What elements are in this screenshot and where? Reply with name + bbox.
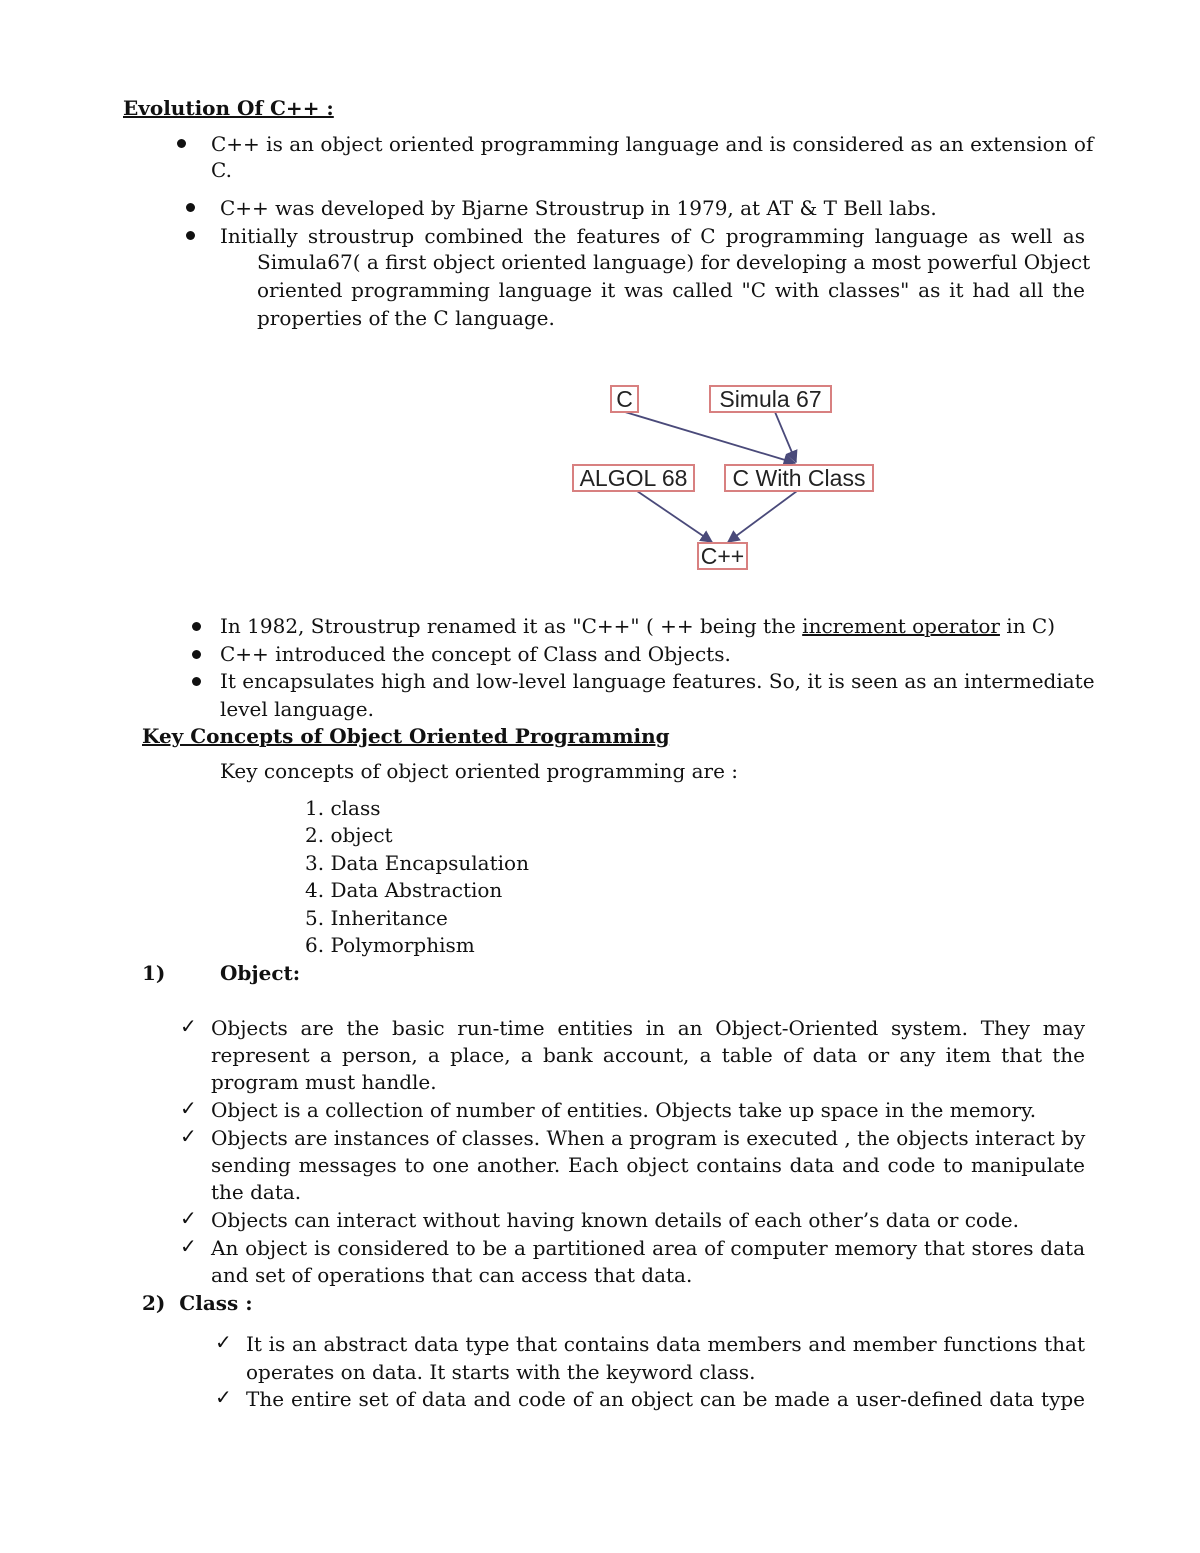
check-icon: ✓ [180,1096,197,1120]
evolution-bullet-2: C++ was developed by Bjarne Stroustrup in 1979, at AT & T Bell labs. [220,196,937,220]
edge-c-to-c-with-class [625,412,795,463]
object-section-number: 1) [142,961,166,985]
section-heading-class: 2) Class : [142,1291,253,1315]
check-icon: ✓ [215,1330,232,1354]
class-check-1-line-1: It is an abstract data type that contains data members and member functions that [246,1332,1085,1356]
object-check-2: Object is a collection of number of entities. Objects take up space in the memory. [211,1098,1037,1122]
check-icon: ✓ [180,1014,197,1038]
node-simula-label: Simula 67 [719,386,822,412]
node-c-with-class-label: C With Class [732,465,866,491]
object-check-1-line-1: Objects are the basic run-time entities in an Object-Oriented system. They may [211,1016,1085,1040]
evolution-bullet-1-line-1: C++ is an object oriented programming language and is considered as an extension of [211,132,1094,156]
list-item: 2. object [305,823,393,847]
list-item: 5. Inheritance [305,906,448,930]
evolution-bullet-3-line-1: Initially stroustrup combined the features of C programming language as well as [220,224,1085,248]
evolution-bullet-3-line-4: properties of the C language. [257,306,555,330]
list-item: 3. Data Encapsulation [305,851,529,875]
object-check-4: Objects can interact without having known details of each other’s data or code. [211,1208,1019,1232]
object-check-5-line-1: An object is considered to be a partitioned area of computer memory that stores data [211,1236,1085,1260]
edge-simula-to-c-with-class [775,412,796,462]
node-c [611,386,638,412]
object-check-3-line-2: sending messages to one another. Each object contains data and code to manipulate [211,1153,1085,1177]
evolution-bullet-3-line-3: oriented programming language it was called "C with classes" as it had all the [257,278,1085,302]
section-heading-object: Object: [220,961,301,985]
class-check-2-line-1: The entire set of data and code of an object can be made a user-defined data type [246,1387,1085,1411]
object-check-1-line-2: represent a person, a place, a bank account, a table of data or any item that the [211,1043,1085,1067]
edge-algol-to-cpp [637,491,712,542]
object-check-1-line-3: program must handle. [211,1070,437,1094]
later-bullet-2: C++ introduced the concept of Class and Objects. [220,642,731,666]
section-heading-evolution: Evolution Of C++ : [123,96,334,120]
node-c-with-class [725,465,873,491]
node-cpp-label: C++ [700,543,745,569]
node-simula [710,386,831,412]
node-algol [573,465,694,491]
check-icon: ✓ [180,1124,197,1148]
class-check-1-line-2: operates on data. It starts with the keyword class. [246,1360,756,1384]
check-icon: ✓ [180,1234,197,1258]
object-check-3-line-3: the data. [211,1180,302,1204]
check-icon: ✓ [180,1206,197,1230]
increment-operator-link[interactable]: increment operator [802,614,1000,638]
key-concepts-intro: Key concepts of object oriented programming are : [220,759,739,783]
node-cpp [698,543,747,569]
later-bullet-1-text-post: in C) [999,614,1056,638]
later-bullet-1 [220,613,1055,639]
evolution-bullet-3-line-2: Simula67( a first object oriented language) for developing a most powerful Object [257,250,1091,274]
bullet-icon [192,650,201,659]
check-icon: ✓ [215,1385,232,1409]
list-item: 1. class [305,796,381,820]
node-c-label: C [616,386,633,412]
cpp-lineage-diagram [0,0,1200,600]
bullet-icon [192,622,201,631]
bullet-icon [192,677,201,686]
list-item: 4. Data Abstraction [305,878,503,902]
node-algol-label: ALGOL 68 [579,465,688,491]
object-check-3-line-1: Objects are instances of classes. When a program is executed , the objects interact by [211,1126,1086,1150]
later-bullet-3-line-1: It encapsulates high and low-level language features. So, it is seen as an intermediate [220,669,1095,693]
later-bullet-3-line-2: level language. [220,697,374,721]
section-heading-key-concepts: Key Concepts of Object Oriented Programming [142,724,670,748]
object-check-5-line-2: and set of operations that can access that data. [211,1263,693,1287]
edge-c-with-class-to-cpp [728,491,797,542]
evolution-bullet-1-line-2: C. [211,158,232,182]
list-item: 6. Polymorphism [305,933,475,957]
later-bullet-1-text-pre: In 1982, Stroustrup renamed it as "C++" ( ++ being the [220,614,803,638]
